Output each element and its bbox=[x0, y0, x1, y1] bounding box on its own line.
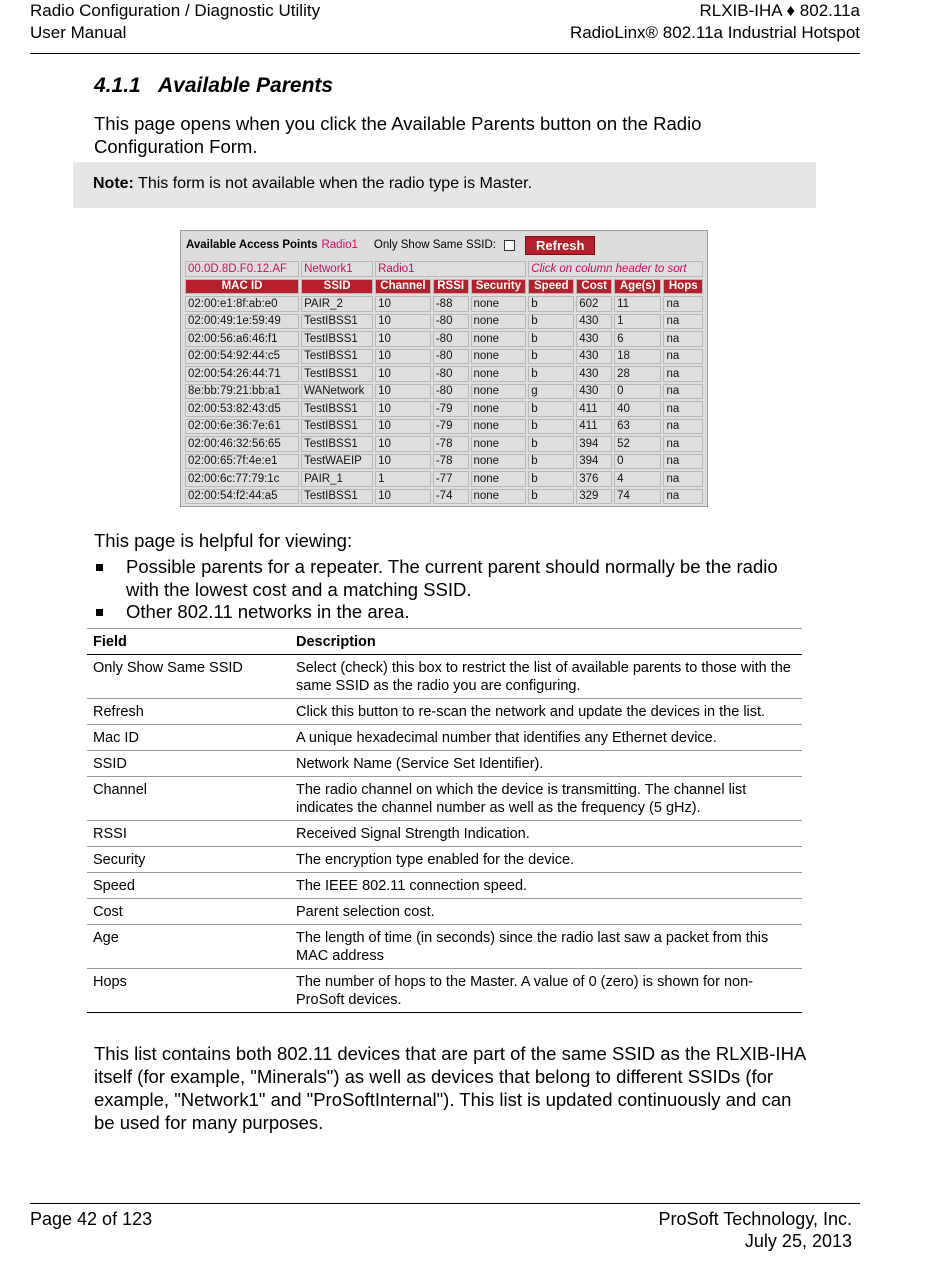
info-sort-hint: Click on column header to sort bbox=[528, 261, 703, 277]
table-cell: 11 bbox=[614, 296, 661, 312]
note-text: This form is not available when the radio type is Master. bbox=[138, 175, 533, 192]
table-row bbox=[185, 471, 703, 487]
table-cell: 02:00:49:1e:59:49 bbox=[185, 314, 299, 330]
table-cell: -88 bbox=[433, 296, 469, 312]
table-cell: TestIBSS1 bbox=[301, 366, 373, 382]
table-cell: 02:00:54:92:44:c5 bbox=[185, 349, 299, 365]
table-row bbox=[185, 419, 703, 435]
table-cell: 10 bbox=[375, 419, 431, 435]
table-cell: 394 bbox=[576, 436, 612, 452]
screenshot-info-row bbox=[185, 261, 703, 277]
table-cell: none bbox=[471, 296, 527, 312]
table-cell: na bbox=[663, 349, 703, 365]
table-cell: b bbox=[528, 314, 574, 330]
field-name: Only Show Same SSID bbox=[87, 655, 290, 699]
table-cell: 411 bbox=[576, 419, 612, 435]
page-number: Page 42 of 123 bbox=[30, 1209, 153, 1229]
list-item: Possible parents for a repeater. The current parent should normally be the radio with the lowest cost and a matching SSID. bbox=[94, 556, 814, 601]
table-cell: none bbox=[471, 349, 527, 365]
table-cell: b bbox=[528, 401, 574, 417]
screenshot-toolbar bbox=[183, 233, 705, 257]
table-cell: -79 bbox=[433, 401, 469, 417]
field-description-table bbox=[87, 628, 802, 1013]
table-cell: TestIBSS1 bbox=[301, 314, 373, 330]
table-row bbox=[185, 314, 703, 330]
refresh-button[interactable]: Refresh bbox=[525, 236, 595, 255]
screenshot-title: Available Access Points bbox=[186, 239, 318, 251]
info-network: Network1 bbox=[301, 261, 373, 277]
column-header[interactable]: Security bbox=[471, 279, 527, 295]
table-cell: na bbox=[663, 401, 703, 417]
table-cell: PAIR_1 bbox=[301, 471, 373, 487]
table-cell: b bbox=[528, 296, 574, 312]
header-product-line: RadioLinx® 802.11a Industrial Hotspot bbox=[569, 23, 860, 42]
table-cell: none bbox=[471, 366, 527, 382]
access-points-table bbox=[183, 259, 705, 506]
table-row bbox=[87, 751, 802, 777]
table-row bbox=[185, 349, 703, 365]
table-cell: -80 bbox=[433, 384, 469, 400]
column-header[interactable]: Age(s) bbox=[614, 279, 661, 295]
table-cell: 10 bbox=[375, 401, 431, 417]
table-cell: WANetwork bbox=[301, 384, 373, 400]
helpful-intro: This page is helpful for viewing: bbox=[94, 530, 353, 551]
table-cell: PAIR_2 bbox=[301, 296, 373, 312]
table-cell: 411 bbox=[576, 401, 612, 417]
table-cell: -74 bbox=[433, 489, 469, 505]
field-description: The IEEE 802.11 connection speed. bbox=[290, 873, 802, 899]
table-cell: 10 bbox=[375, 296, 431, 312]
header-doc-title: Radio Configuration / Diagnostic Utility bbox=[30, 1, 321, 20]
table-cell: na bbox=[663, 296, 703, 312]
footer-company: ProSoft Technology, Inc. bbox=[658, 1209, 852, 1229]
table-cell: none bbox=[471, 314, 527, 330]
table-row bbox=[185, 401, 703, 417]
page-footer bbox=[30, 1203, 860, 1251]
table-cell: b bbox=[528, 419, 574, 435]
table-cell: 18 bbox=[614, 349, 661, 365]
table-cell: -79 bbox=[433, 419, 469, 435]
table-cell: na bbox=[663, 471, 703, 487]
table-cell: b bbox=[528, 454, 574, 470]
table-row bbox=[87, 873, 802, 899]
table-cell: none bbox=[471, 401, 527, 417]
table-cell: 376 bbox=[576, 471, 612, 487]
table-cell: 74 bbox=[614, 489, 661, 505]
field-description: Click this button to re-scan the network and update the devices in the list. bbox=[290, 699, 802, 725]
field-description: Select (check) this box to restrict the list of available parents to those with the same SSID as the radio you are configuring. bbox=[290, 655, 802, 699]
table-cell: na bbox=[663, 331, 703, 347]
table-cell: g bbox=[528, 384, 574, 400]
table-cell: none bbox=[471, 419, 527, 435]
table-row bbox=[87, 899, 802, 925]
table-cell: b bbox=[528, 436, 574, 452]
table-cell: na bbox=[663, 419, 703, 435]
field-description: The length of time (in seconds) since the radio last saw a packet from this MAC address bbox=[290, 925, 802, 969]
table-cell: b bbox=[528, 349, 574, 365]
column-header[interactable]: Cost bbox=[576, 279, 612, 295]
table-cell: -80 bbox=[433, 331, 469, 347]
table-cell: TestIBSS1 bbox=[301, 349, 373, 365]
table-row bbox=[87, 699, 802, 725]
table-cell: 430 bbox=[576, 331, 612, 347]
column-header[interactable]: Channel bbox=[375, 279, 431, 295]
table-cell: na bbox=[663, 454, 703, 470]
table-cell: TestIBSS1 bbox=[301, 401, 373, 417]
table-cell: TestIBSS1 bbox=[301, 436, 373, 452]
table-cell: 63 bbox=[614, 419, 661, 435]
column-header[interactable]: Hops bbox=[663, 279, 703, 295]
list-item: Other 802.11 networks in the area. bbox=[94, 601, 814, 624]
table-cell: na bbox=[663, 489, 703, 505]
field-description: The encryption type enabled for the device. bbox=[290, 847, 802, 873]
table-cell: -78 bbox=[433, 436, 469, 452]
table-row bbox=[185, 296, 703, 312]
description-column-header: Description bbox=[290, 629, 802, 655]
table-cell: none bbox=[471, 471, 527, 487]
table-cell: -78 bbox=[433, 454, 469, 470]
table-row bbox=[87, 925, 802, 969]
column-header[interactable]: RSSI bbox=[433, 279, 469, 295]
footer-date: July 25, 2013 bbox=[744, 1231, 852, 1251]
header-doc-subtitle: User Manual bbox=[30, 23, 127, 42]
table-cell: -80 bbox=[433, 314, 469, 330]
table-cell: 10 bbox=[375, 489, 431, 505]
closing-paragraph: This list contains both 802.11 devices that are part of the same SSID as the RLXIB-IHA itself (for example, "Minerals") as well as devices that belong to different SSIDs (for example, "Network1" and "ProSoftInternal"). This list is updated continuously and can be used for many purposes. bbox=[94, 1043, 806, 1133]
section-title: Available Parents bbox=[158, 74, 334, 97]
table-cell: 10 bbox=[375, 454, 431, 470]
table-row bbox=[185, 489, 703, 505]
table-cell: 02:00:54:f2:44:a5 bbox=[185, 489, 299, 505]
column-header[interactable]: SSID bbox=[301, 279, 373, 295]
table-row bbox=[185, 436, 703, 452]
note-box bbox=[73, 162, 816, 208]
field-name: Security bbox=[87, 847, 290, 873]
table-cell: 10 bbox=[375, 314, 431, 330]
table-row bbox=[87, 847, 802, 873]
field-description: Parent selection cost. bbox=[290, 899, 802, 925]
field-name: Refresh bbox=[87, 699, 290, 725]
table-cell: b bbox=[528, 489, 574, 505]
table-row bbox=[87, 969, 802, 1013]
table-cell: 10 bbox=[375, 349, 431, 365]
table-cell: none bbox=[471, 436, 527, 452]
table-cell: 02:00:56:a6:46:f1 bbox=[185, 331, 299, 347]
table-cell: 10 bbox=[375, 384, 431, 400]
table-cell: -80 bbox=[433, 366, 469, 382]
field-name: Mac ID bbox=[87, 725, 290, 751]
table-cell: na bbox=[663, 436, 703, 452]
note-label: Note: bbox=[93, 175, 134, 192]
field-description: Network Name (Service Set Identifier). bbox=[290, 751, 802, 777]
table-row bbox=[185, 454, 703, 470]
table-cell: 394 bbox=[576, 454, 612, 470]
table-cell: 02:00:65:7f:4e:e1 bbox=[185, 454, 299, 470]
table-cell: 430 bbox=[576, 366, 612, 382]
table-cell: 02:00:46:32:56:65 bbox=[185, 436, 299, 452]
field-name: Age bbox=[87, 925, 290, 969]
table-cell: 10 bbox=[375, 331, 431, 347]
table-cell: 02:00:54:26:44:71 bbox=[185, 366, 299, 382]
field-name: RSSI bbox=[87, 821, 290, 847]
info-mac: 00.0D.8D.F0.12.AF bbox=[185, 261, 299, 277]
table-cell: 02:00:53:82:43:d5 bbox=[185, 401, 299, 417]
section-number: 4.1.1 bbox=[94, 74, 141, 97]
field-description: The radio channel on which the device is transmitting. The channel list indicates the channel number as well as the frequency (5 gHz). bbox=[290, 777, 802, 821]
table-cell: 430 bbox=[576, 384, 612, 400]
screenshot-radio-name: Radio1 bbox=[321, 239, 358, 251]
table-cell: na bbox=[663, 384, 703, 400]
field-name: Speed bbox=[87, 873, 290, 899]
table-cell: none bbox=[471, 489, 527, 505]
table-row bbox=[87, 655, 802, 699]
field-table-header bbox=[87, 629, 802, 655]
only-show-same-ssid-checkbox[interactable] bbox=[504, 240, 515, 251]
table-row bbox=[87, 821, 802, 847]
access-points-header-row bbox=[185, 279, 703, 295]
table-row bbox=[87, 777, 802, 821]
table-cell: na bbox=[663, 314, 703, 330]
table-cell: 8e:bb:79:21:bb:a1 bbox=[185, 384, 299, 400]
field-name: Cost bbox=[87, 899, 290, 925]
available-access-points-screenshot bbox=[180, 230, 708, 507]
table-cell: -77 bbox=[433, 471, 469, 487]
table-cell: TestIBSS1 bbox=[301, 331, 373, 347]
field-description: The number of hops to the Master. A value of 0 (zero) is shown for non-ProSoft devices. bbox=[290, 969, 802, 1013]
table-cell: 40 bbox=[614, 401, 661, 417]
table-cell: 4 bbox=[614, 471, 661, 487]
table-cell: -80 bbox=[433, 349, 469, 365]
table-cell: 52 bbox=[614, 436, 661, 452]
table-cell: none bbox=[471, 331, 527, 347]
column-header[interactable]: Speed bbox=[528, 279, 574, 295]
column-header[interactable]: MAC ID bbox=[185, 279, 299, 295]
field-name: SSID bbox=[87, 751, 290, 777]
table-row bbox=[185, 366, 703, 382]
field-description: A unique hexadecimal number that identifies any Ethernet device. bbox=[290, 725, 802, 751]
header-product: RLXIB-IHA ♦ 802.11a bbox=[699, 1, 860, 20]
table-row bbox=[185, 384, 703, 400]
table-cell: 430 bbox=[576, 314, 612, 330]
table-cell: 0 bbox=[614, 384, 661, 400]
table-cell: b bbox=[528, 471, 574, 487]
table-cell: none bbox=[471, 384, 527, 400]
table-cell: 329 bbox=[576, 489, 612, 505]
table-cell: TestWAEIP bbox=[301, 454, 373, 470]
table-cell: na bbox=[663, 366, 703, 382]
table-cell: 02:00:6e:36:7e:61 bbox=[185, 419, 299, 435]
info-radio: Radio1 bbox=[375, 261, 526, 277]
table-cell: 28 bbox=[614, 366, 661, 382]
field-column-header: Field bbox=[87, 629, 290, 655]
table-cell: 430 bbox=[576, 349, 612, 365]
table-cell: 10 bbox=[375, 436, 431, 452]
table-row bbox=[185, 331, 703, 347]
intro-paragraph: This page opens when you click the Available Parents button on the Radio Configuration Form. bbox=[94, 113, 702, 157]
table-cell: 02:00:6c:77:79:1c bbox=[185, 471, 299, 487]
table-cell: TestIBSS1 bbox=[301, 419, 373, 435]
table-cell: 6 bbox=[614, 331, 661, 347]
field-description: Received Signal Strength Indication. bbox=[290, 821, 802, 847]
table-cell: 02:00:e1:8f:ab:e0 bbox=[185, 296, 299, 312]
table-cell: b bbox=[528, 331, 574, 347]
field-name: Hops bbox=[87, 969, 290, 1013]
helpful-list bbox=[94, 556, 814, 624]
table-row bbox=[87, 725, 802, 751]
table-cell: b bbox=[528, 366, 574, 382]
only-show-same-ssid-label: Only Show Same SSID: bbox=[373, 239, 496, 251]
table-cell: none bbox=[471, 454, 527, 470]
table-cell: TestIBSS1 bbox=[301, 489, 373, 505]
table-cell: 602 bbox=[576, 296, 612, 312]
table-cell: 1 bbox=[614, 314, 661, 330]
table-cell: 10 bbox=[375, 366, 431, 382]
table-cell: 1 bbox=[375, 471, 431, 487]
page-header bbox=[30, 0, 860, 54]
field-name: Channel bbox=[87, 777, 290, 821]
table-cell: 0 bbox=[614, 454, 661, 470]
section-heading bbox=[94, 74, 333, 98]
